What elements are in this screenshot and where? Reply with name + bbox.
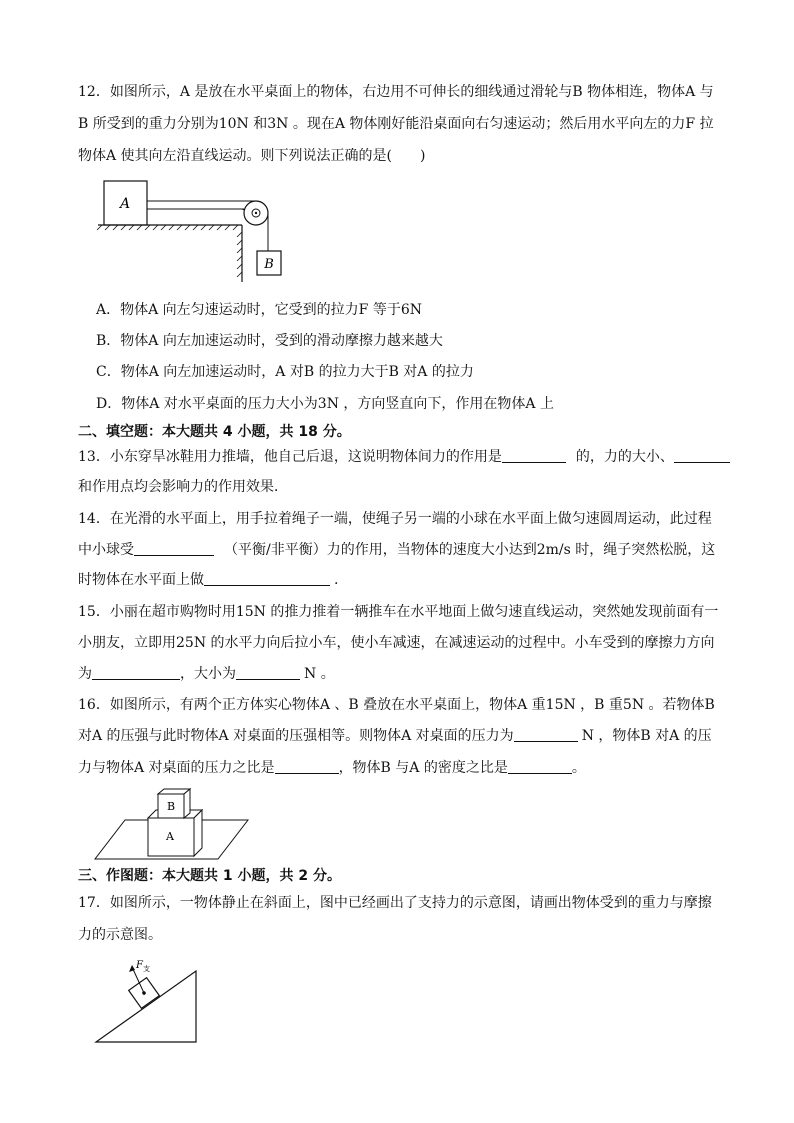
q14-text-b: （平衡/非平衡）力的作用，当物体的速度大小达到2m/s 时，绳子突然松脱，这 [224,542,716,558]
q13-blank-2[interactable] [674,448,730,463]
q15-line3 [78,664,335,684]
q12-line2: B 所受到的重力分别为10N 和3N 。现在A 物体刚好能沿桌面向右匀速运动；然后用水平向左的力F 拉 [78,116,714,132]
q16-text-d: ，物体B 与A 的密度之比是 [338,760,508,776]
q16-text-c: 力与物体A 对桌面的压力之比是 [78,760,275,776]
cube-a-label: A [166,830,174,843]
q16-line3 [78,758,586,778]
q14-text-a: 中小球受 [78,542,134,558]
q13-line1 [78,447,730,467]
q17-line2: 力的示意图。 [78,927,162,943]
q12-line1: 12．如图所示，A 是放在水平桌面上的物体，右边用不可伸长的细线通过滑轮与B 物体相连，物体A 与 [78,84,714,100]
block-a-label: A [119,196,131,212]
q12-option-b: B．物体A 向左加速运动时，受到的滑动摩擦力越来越大 [96,333,443,349]
edge-hatch [237,232,242,277]
q14-blank-2[interactable] [204,571,330,586]
q15-blank-1[interactable] [92,665,180,680]
q15-blank-2[interactable] [236,665,300,680]
q17-line1: 17．如图所示，一物体静止在斜面上，图中已经画出了支持力的示意图，请画出物体受到的重力与摩擦 [78,895,712,911]
q14-text-c: 时物体在水平面上做 [78,572,204,588]
section-2-title: 二、填空题：本大题共 4 小题，共 18 分。 [78,424,351,440]
q14-line1: 14．在光滑的水平面上，用手拉着绳子一端，使绳子另一端的小球在水平面上做匀速圆周运动，此过程 [78,511,712,527]
q15-text-c: N 。 [304,666,335,682]
force-subscript: 支 [143,965,150,973]
q16-line2 [78,726,712,746]
table-hatch [97,225,238,230]
q16-stacked-cubes-figure [92,788,254,864]
section-3-title: 三、作图题：本大题共 1 小题，共 2 分。 [78,868,341,884]
q16-text-b: N ，物体B 对A 的压 [581,728,712,744]
q12-line3: 物体A 使其向左沿直线运动。则下列说法正确的是( ) [78,148,426,164]
q13-blank-1[interactable] [502,448,566,463]
q14-text-d: . [334,572,339,588]
q13-text-b: 的，力的大小、 [575,449,674,465]
q12-option-c: C．物体A 向左加速运动时，A 对B 的拉力大于B 对A 的拉力 [96,364,474,380]
force-label: F [136,960,143,971]
q17-incline-figure [92,955,202,1047]
cube-b-label: B [166,800,176,813]
q12-pulley-figure [96,178,286,288]
q14-line2 [78,540,715,560]
q14-line3 [78,570,338,590]
q16-text-a: 对A 的压强与此时物体A 对桌面的压强相等。则物体A 对桌面的压力为 [78,728,514,744]
q13-line2: 和作用点均会影响力的作用效果． [78,479,288,495]
q15-text-b: ，大小为 [180,666,236,682]
q15-text-a: 为 [78,666,92,682]
q14-blank-1[interactable] [134,541,214,556]
q12-option-d: D．物体A 对水平桌面的压力大小为3N ，方向竖直向下，作用在物体A 上 [96,396,554,412]
q13-text-a: 13．小东穿旱冰鞋用力推墙，他自己后退，这说明物体间力的作用是 [78,449,502,465]
q16-blank-2[interactable] [275,759,339,774]
q15-line2: 小朋友，立即用25N 的水平力向后拉小车，使小车减速，在减速运动的过程中。小车受到的摩擦力方向 [78,635,715,651]
q12-option-a: A．物体A 向左匀速运动时，它受到的拉力F 等于6N [96,302,422,318]
q16-line1: 16．如图所示，有两个正方体实心物体A 、B 叠放在水平桌面上，物体A 重15N ，B 重5N 。若物体B [78,697,715,713]
q16-text-e: 。 [571,760,586,776]
block-b-label: B [264,257,274,272]
q16-blank-3[interactable] [508,759,572,774]
q15-line1: 15．小丽在超市购物时用15N 的推力推着一辆推车在水平地面上做匀速直线运动，突然她发现前面有一 [78,604,719,620]
q16-blank-1[interactable] [514,727,578,742]
